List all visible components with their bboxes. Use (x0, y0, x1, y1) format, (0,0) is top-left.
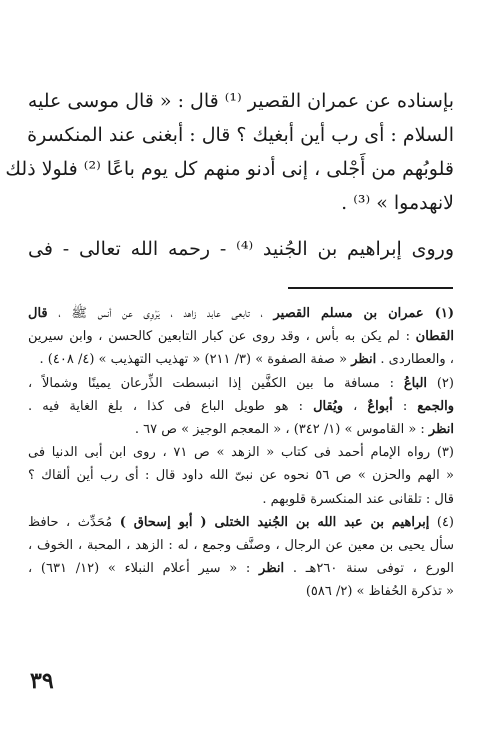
footnote-text: : مسافة ما بين الكفَّين إذا انبسطت الذِّرعان يمينًا وشمالاً ، (28, 375, 404, 391)
footnote-label: والجمع (417, 398, 454, 414)
footnote-divider (288, 287, 453, 289)
footnote-3-line: (٣) رواه الإمام أحمد فى كتاب « الزهد » ص ٧١ ، روى ابن أبى الدنيا فى (28, 445, 454, 461)
footnote-text: ، (343, 398, 368, 414)
footnote-text: : لم يكن به بأس ، وقد روى عن كبار التابعين كالحسن ، وابن سيرين (28, 329, 416, 345)
footnote-1-line (28, 302, 454, 325)
footnote-text: : « القاموس » (١/ ٣٤٢) ، « المعجم الوجيز » ص ٦٧ . (134, 422, 429, 438)
footnote-1-line (28, 348, 454, 371)
footnote-text: « صفة الصفوة » (٣/ ٢١١) « تهذيب التهذيب » (٤/ ٤٠٨) . (39, 352, 352, 368)
footnote-text: الورع ، توفى سنة ٢٦٠هـ . (284, 561, 455, 577)
footnote-text: ، تابعى عابد زاهد ، يَرْوِى عن أنس ﷺ ، (47, 306, 274, 321)
footnote-label: قال (28, 306, 48, 321)
footnote-label: أبواعٌ (367, 398, 393, 414)
footnote-4-line (28, 511, 454, 534)
page-number: ٣٩ (30, 668, 54, 694)
footnote-label: ويُقال (313, 398, 343, 414)
footnote-4-line: « تذكرة الحُفاظ » (٢/ ٥٨٦) (305, 584, 454, 600)
paragraph-gap (28, 220, 454, 232)
footnote-2-line (28, 395, 454, 418)
footnote-text: (٤) (429, 514, 454, 530)
footnote-4-name: إبراهيم بن عبد الله بن الجُنيد الختلى ( أبو إسحاق ) (119, 514, 430, 530)
footnote-label: انظر (428, 422, 454, 438)
footnote-1-name: (١) عمران بن مسلم القصير (273, 306, 454, 321)
footnote-text: : (392, 398, 418, 414)
footnote-label: الباعُ (403, 375, 428, 391)
footnote-3-line: قال : تلقانى عند المنكسرة قلوبهم . (262, 491, 454, 507)
main-line: بإسناده عن عمران القصير ⁽¹⁾ قال : « قال موسى عليه (27, 90, 454, 112)
main-line: لانهدموا » ⁽³⁾ . (341, 192, 454, 214)
footnote-4-line (28, 557, 454, 580)
footnote-1-line (28, 325, 454, 348)
footnote-text: : هو طويل الباع فى كذا ، بلغ الغاية فيه . (28, 398, 314, 414)
footnote-label: انظر (351, 352, 377, 368)
footnote-4-line: سأل يحيى بن معين عن الرجال ، وصنَّف وجمع ، له : الزهد ، المحبة ، الخوف ، (28, 538, 454, 554)
footnote-label: انظر (259, 561, 285, 577)
footnote-text: مُحَدِّث ، حافظ (28, 514, 120, 530)
main-line: قلوبُهم من أَجْلى ، إنى أدنو منهم كل يوم باعًا ⁽²⁾ فلولا ذلك (5, 158, 454, 180)
footnote-text: ، والعطاردى . (376, 352, 454, 368)
main-line: وروى إبراهيم بن الجُنيد ⁽⁴⁾ - رحمه الله تعالى - فى (28, 238, 454, 260)
main-line: السلام : أى رب أين أبغيك ؟ قال : أبغنى عند المنكسرة (27, 124, 454, 146)
footnote-label: القطان (415, 329, 454, 345)
footnote-2-line (28, 372, 454, 395)
footnote-2-line (28, 418, 454, 441)
footnote-3-line: « الهم والحزن » ص ٥٦ نحوه عن نبىّ الله داود قال : أى رب أين ألقاك ؟ (28, 468, 454, 484)
main-text (5, 84, 454, 266)
footnotes (28, 302, 454, 604)
footnote-text: : « سير أعلام النبلاء » (١٢/ ٦٣١) ، (28, 561, 260, 577)
footnote-text: (٢) (427, 375, 454, 391)
